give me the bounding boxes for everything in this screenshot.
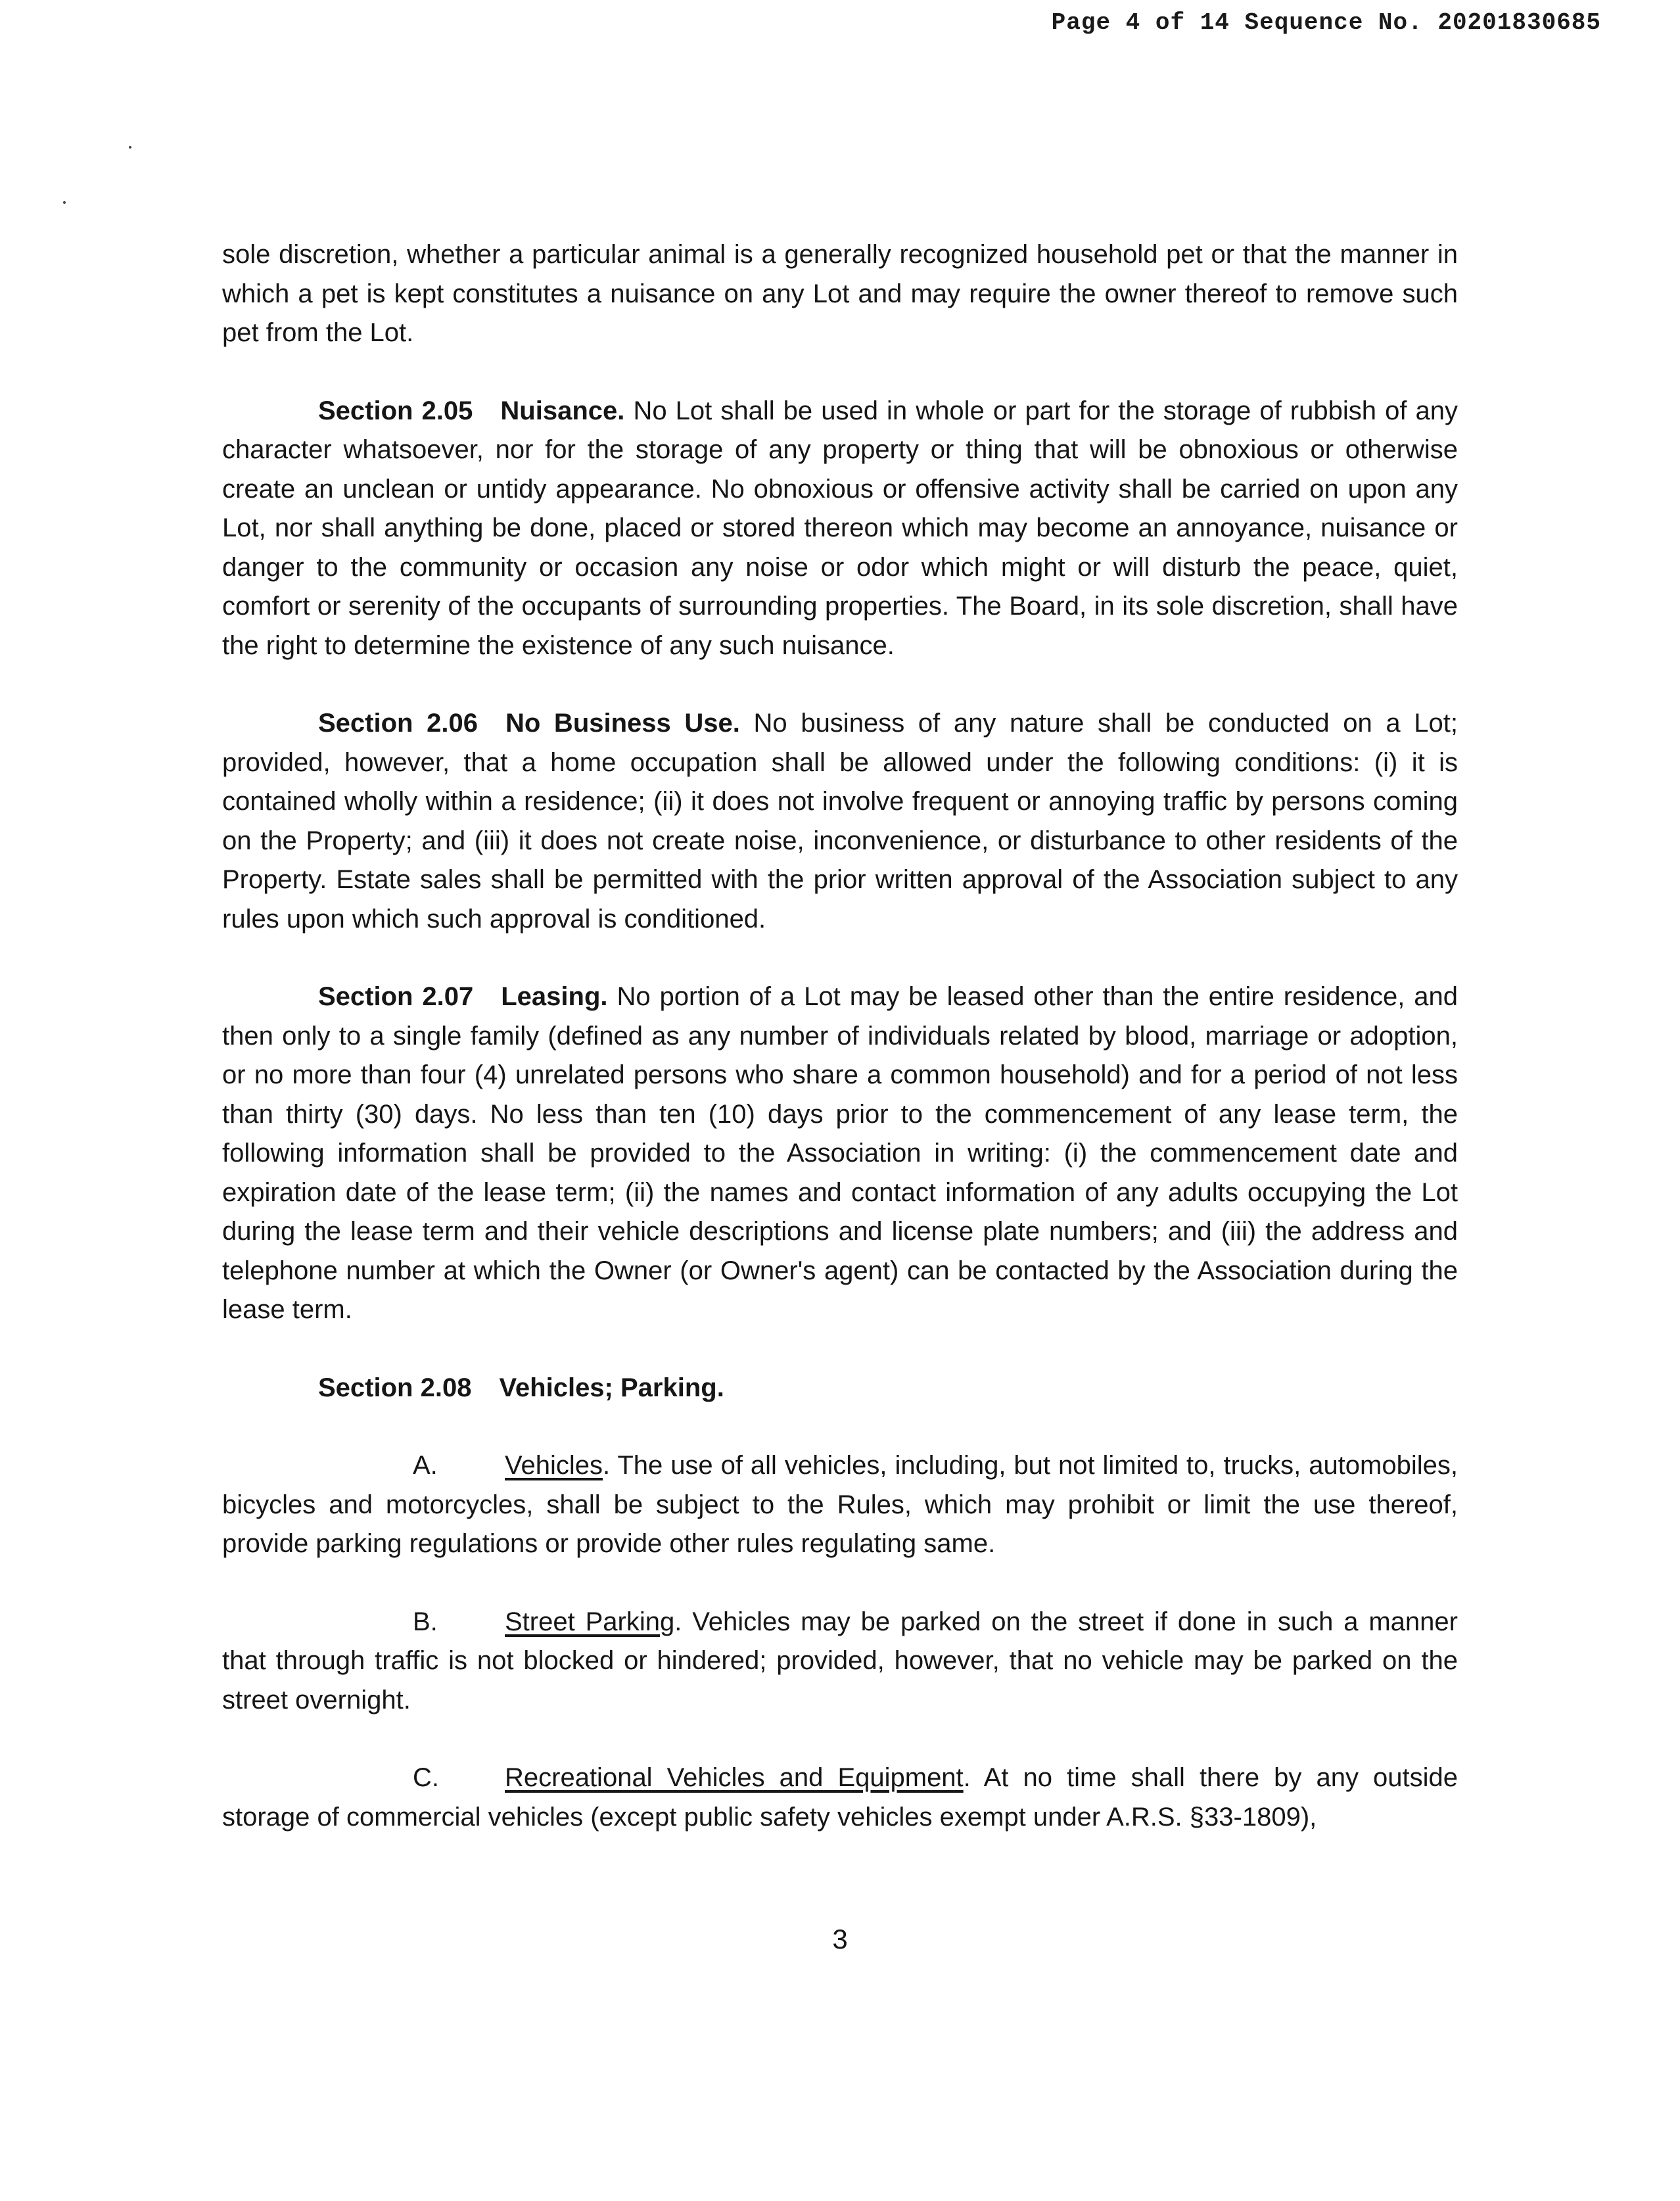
subsection-letter: B. — [413, 1607, 438, 1636]
section-title: No Business Use. — [505, 709, 740, 738]
page-sequence-header: Page 4 of 14 Sequence No. 20201830685 — [1051, 9, 1601, 36]
subsection-a — [222, 1446, 1458, 1564]
subsection-c — [222, 1759, 1458, 1837]
subsection-text: . At no time shall there by any outside storage of commercial vehicles (except public safety vehicles exempt under A.R.S. §33-1809), — [222, 1763, 1458, 1832]
subsection-text: . Vehicles may be parked on the street if done in such a manner that through traffic is not blocked or hindered; provided, however, that no vehicle may be parked on the street overnight. — [222, 1607, 1458, 1715]
section-2-05 — [222, 392, 1458, 666]
page-number: 3 — [832, 1924, 848, 1954]
subsection-title: Street Parking — [505, 1607, 675, 1636]
subsection-letter: C. — [413, 1763, 439, 1792]
scan-speck — [129, 146, 131, 149]
subsection-letter: A. — [413, 1451, 438, 1480]
section-number: Section 2.05 — [318, 396, 473, 425]
intro-paragraph: sole discretion, whether a particular animal is a generally recognized household pet or that the manner in which a pet is kept constitutes a nuisance on any Lot and may require the owner thereof to remove such pet from the Lot. — [222, 240, 1458, 347]
section-number: Section 2.06 — [318, 709, 478, 738]
section-number: Section 2.08 — [318, 1373, 472, 1402]
section-title: Nuisance. — [500, 396, 625, 425]
section-text: No business of any nature shall be conducted on a Lot; provided, however, that a home occupation shall be allowed under the following conditions: (i) it is contained wholly within a residence; (ii) it does not involve frequent or annoying traffic by persons coming on the Property; and (iii) it does not create noise, inconvenience, or disturbance to other residents of the Property. Estate sales shall be permitted with the prior written approval of the Association subject to any rules upon which such approval is conditioned. — [222, 709, 1458, 934]
section-2-06 — [222, 704, 1458, 939]
section-text: No Lot shall be used in whole or part for the storage of rubbish of any character whatsoever, nor for the storage of any property or thing that will be obnoxious or otherwise create an unclean or untidy appearance. No obnoxious or offensive activity shall be carried on upon any Lot, nor shall anything be done, placed or stored thereon which may become an annoyance, nuisance or danger to the community or occasion any noise or odor which might or will disturb the peace, quiet, comfort or serenity of the occupants of surrounding properties. The Board, in its sole discretion, shall have the right to determine the existence of any such nuisance. — [222, 396, 1458, 660]
section-title: Vehicles; Parking. — [499, 1373, 724, 1402]
subsection-b — [222, 1603, 1458, 1720]
scan-speck — [63, 201, 66, 204]
section-2-08-heading — [222, 1369, 1458, 1408]
section-2-07 — [222, 978, 1458, 1330]
document-body — [222, 235, 1458, 1876]
section-text: No portion of a Lot may be leased other than the entire residence, and then only to a single family (defined as any number of individuals related by blood, marriage or adoption, or no more than four (4) unrelated persons who share a common household) and for a period of not less than thirty (30) days. No less than ten (10) days prior to the commencement of any lease term, the following information shall be provided to the Association in writing: (i) the commencement date and expiration date of the lease term; (ii) the names and contact information of any adults occupying the Lot during the lease term and their vehicle descriptions and license plate numbers; and (iii) the address and telephone number at which the Owner (or Owner's agent) can be contacted by the Association during the lease term. — [222, 982, 1458, 1324]
subsection-title: Vehicles — [505, 1451, 603, 1480]
section-number: Section 2.07 — [318, 982, 474, 1011]
subsection-title: Recreational Vehicles and Equipment — [505, 1763, 964, 1792]
section-title: Leasing. — [501, 982, 608, 1011]
subsection-text: . The use of all vehicles, including, but not limited to, trucks, automobiles, bicycles and motorcycles, shall be subject to the Rules, which may prohibit or limit the use thereof, provide parking regulations or provide other rules regulating same. — [222, 1451, 1458, 1558]
